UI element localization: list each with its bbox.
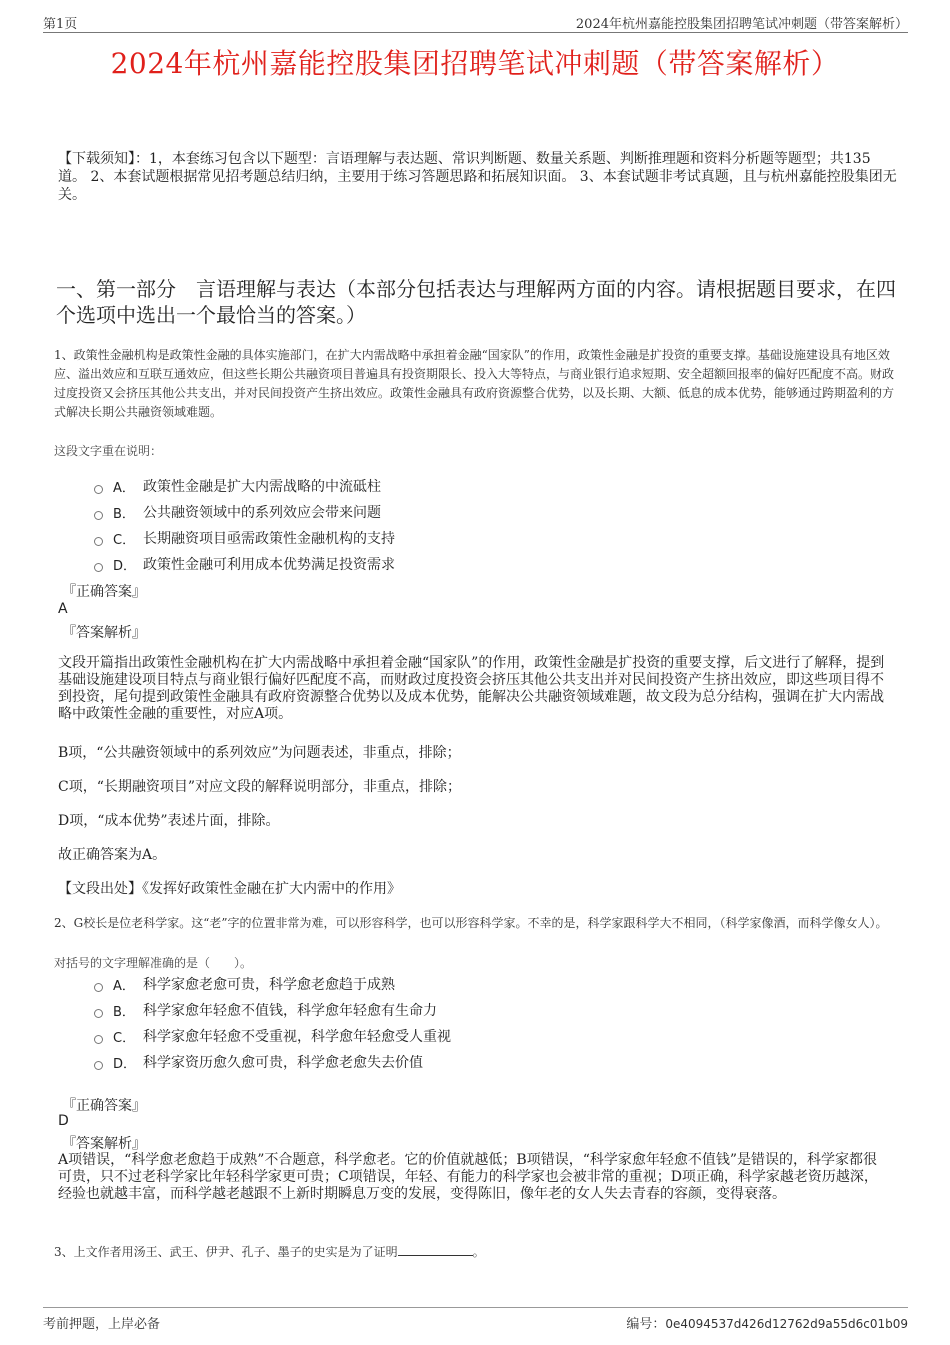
- question-2-options: [94, 971, 451, 1075]
- option-b[interactable]: B． 科学家愈年轻愈不值钱，科学愈年轻愈有生命力: [94, 997, 451, 1023]
- correct-answer-label: 『正确答案』: [62, 584, 146, 600]
- correct-answer-label: 『正确答案』: [62, 1098, 146, 1114]
- analysis-paragraph-5: 故正确答案为A。: [58, 847, 167, 863]
- analysis-paragraph-2: B项，“公共融资领域中的系列效应”为问题表述，非重点，排除；: [58, 745, 461, 761]
- question-2-text: 2、G校长是位老科学家。这“老”字的位置非常为难，可以形容科学，也可以形容科学家。不幸的是，科学家跟科学大不相同，（科学家像酒，而科学像女人）。: [54, 916, 888, 930]
- radio-icon[interactable]: [94, 1035, 103, 1044]
- option-d[interactable]: D． 政策性金融可利用成本优势满足投资需求: [94, 551, 395, 577]
- radio-icon[interactable]: [94, 511, 103, 520]
- footer-slogan: 考前押题，上岸必备: [43, 1317, 161, 1332]
- option-a[interactable]: A． 政策性金融是扩大内需战略的中流砥柱: [94, 473, 395, 499]
- footer-code: 编号：0e4094537d426d12762d9a55d6c01b09: [626, 1317, 908, 1332]
- option-c[interactable]: C． 科学家愈年轻愈不受重视，科学愈年轻愈受人重视: [94, 1023, 451, 1049]
- download-notice: 【下载须知】：1，本套练习包含以下题型：言语理解与表达题、常识判断题、数量关系题、判断推理题和资料分析题等题型；共135道。 2、本套试题根据常见招考题总结归纳，主要用于练习答题思路和拓展知识面。 3、本套试题非考试真题，且与杭州嘉能控股集团无关。: [58, 151, 897, 203]
- analysis-label: 『答案解析』: [62, 1136, 146, 1152]
- option-c[interactable]: C． 长期融资项目亟需政策性金融机构的支持: [94, 525, 395, 551]
- header-doc-title: 2024年杭州嘉能控股集团招聘笔试冲刺题（带答案解析）: [575, 17, 908, 32]
- analysis-paragraph-3: C项，“长期融资项目”对应文段的解释说明部分，非重点，排除；: [58, 779, 462, 795]
- radio-icon[interactable]: [94, 485, 103, 494]
- correct-answer: D: [58, 1113, 69, 1129]
- footer-divider: [43, 1307, 908, 1308]
- question-2-prompt: 对括号的文字理解准确的是（ ）。: [54, 956, 253, 970]
- radio-icon[interactable]: [94, 563, 103, 572]
- answer-blank: [398, 1243, 473, 1256]
- source-citation: 【文段出处】《发挥好政策性金融在扩大内需中的作用》: [58, 881, 401, 897]
- radio-icon[interactable]: [94, 983, 103, 992]
- question-3-text: 3、上文作者用汤王、武王、伊尹、孔子、墨子的史实是为了证明 。: [54, 1245, 485, 1259]
- analysis-paragraph: A项错误，“科学愈老愈趋于成熟”不合题意，科学愈老。它的价值就越低；B项错误，“科学家愈年轻愈不值钱”是错误的，科学家都很可贵，只不过老科学家比年轻科学家更可贵；C项错误，年轻、有能力的科学家也会被非常的重视；D项正确，科学家越老资历越深，经验也就越丰富，而科学越老越跟不上新时期瞬息万变的发展，变得陈旧，像年老的女人失去青春的容颜，变得衰落。: [58, 1152, 878, 1202]
- page-title: 2024年杭州嘉能控股集团招聘笔试冲刺题（带答案解析）: [110, 47, 840, 80]
- analysis-paragraph-4: D项，“成本优势”表述片面，排除。: [58, 813, 280, 829]
- header-page-number: 第1页: [43, 17, 78, 32]
- question-1-prompt: 这段文字重在说明：: [54, 444, 163, 458]
- radio-icon[interactable]: [94, 1009, 103, 1018]
- option-b[interactable]: B． 公共融资领域中的系列效应会带来问题: [94, 499, 395, 525]
- header-divider: [43, 32, 908, 33]
- radio-icon[interactable]: [94, 537, 103, 546]
- question-1-options: [94, 473, 395, 577]
- section-heading: 一、第一部分 言语理解与表达（本部分包括表达与理解两方面的内容。请根据题目要求，在四个选项中选出一个最恰当的答案。）: [56, 277, 896, 327]
- correct-answer: A: [58, 601, 68, 617]
- analysis-paragraph-1: 文段开篇指出政策性金融机构在扩大内需战略中承担着金融“国家队”的作用，政策性金融是扩投资的重要支撑，后文进行了解释，提到基础设施建设项目特点与商业银行偏好匹配度不高，而财政过度投资会挤压其他公共支出并对民间投资产生挤出效应，即这些项目得不到投资，尾句提到政策性金融具有政府资源整合优势以及成本优势，能解决公共融资领域难题，故文段为总分结构，强调在扩大内需战略中政策性金融的重要性，对应A项。: [58, 655, 885, 722]
- question-1-text: 1、政策性金融机构是政策性金融的具体实施部门，在扩大内需战略中承担着金融“国家队”的作用，政策性金融是扩投资的重要支撑。基础设施建设具有地区效应、溢出效应和互联互通效应，但这些长期公共融资项目普遍具有投资期限长、投入大等特点，与商业银行追求短期、安全超额回报率的偏好匹配度不高。财政过度投资又会挤压其他公共支出，并对民间投资产生挤出效应。政策性金融具有政府资源整合优势，以及长期、大额、低息的成本优势，能够通过跨期盈利的方式解决长期公共融资领域难题。: [54, 348, 895, 419]
- radio-icon[interactable]: [94, 1061, 103, 1070]
- option-a[interactable]: A． 科学家愈老愈可贵，科学愈老愈趋于成熟: [94, 971, 451, 997]
- option-d[interactable]: D． 科学家资历愈久愈可贵，科学愈老愈失去价值: [94, 1049, 451, 1075]
- analysis-label: 『答案解析』: [62, 625, 146, 641]
